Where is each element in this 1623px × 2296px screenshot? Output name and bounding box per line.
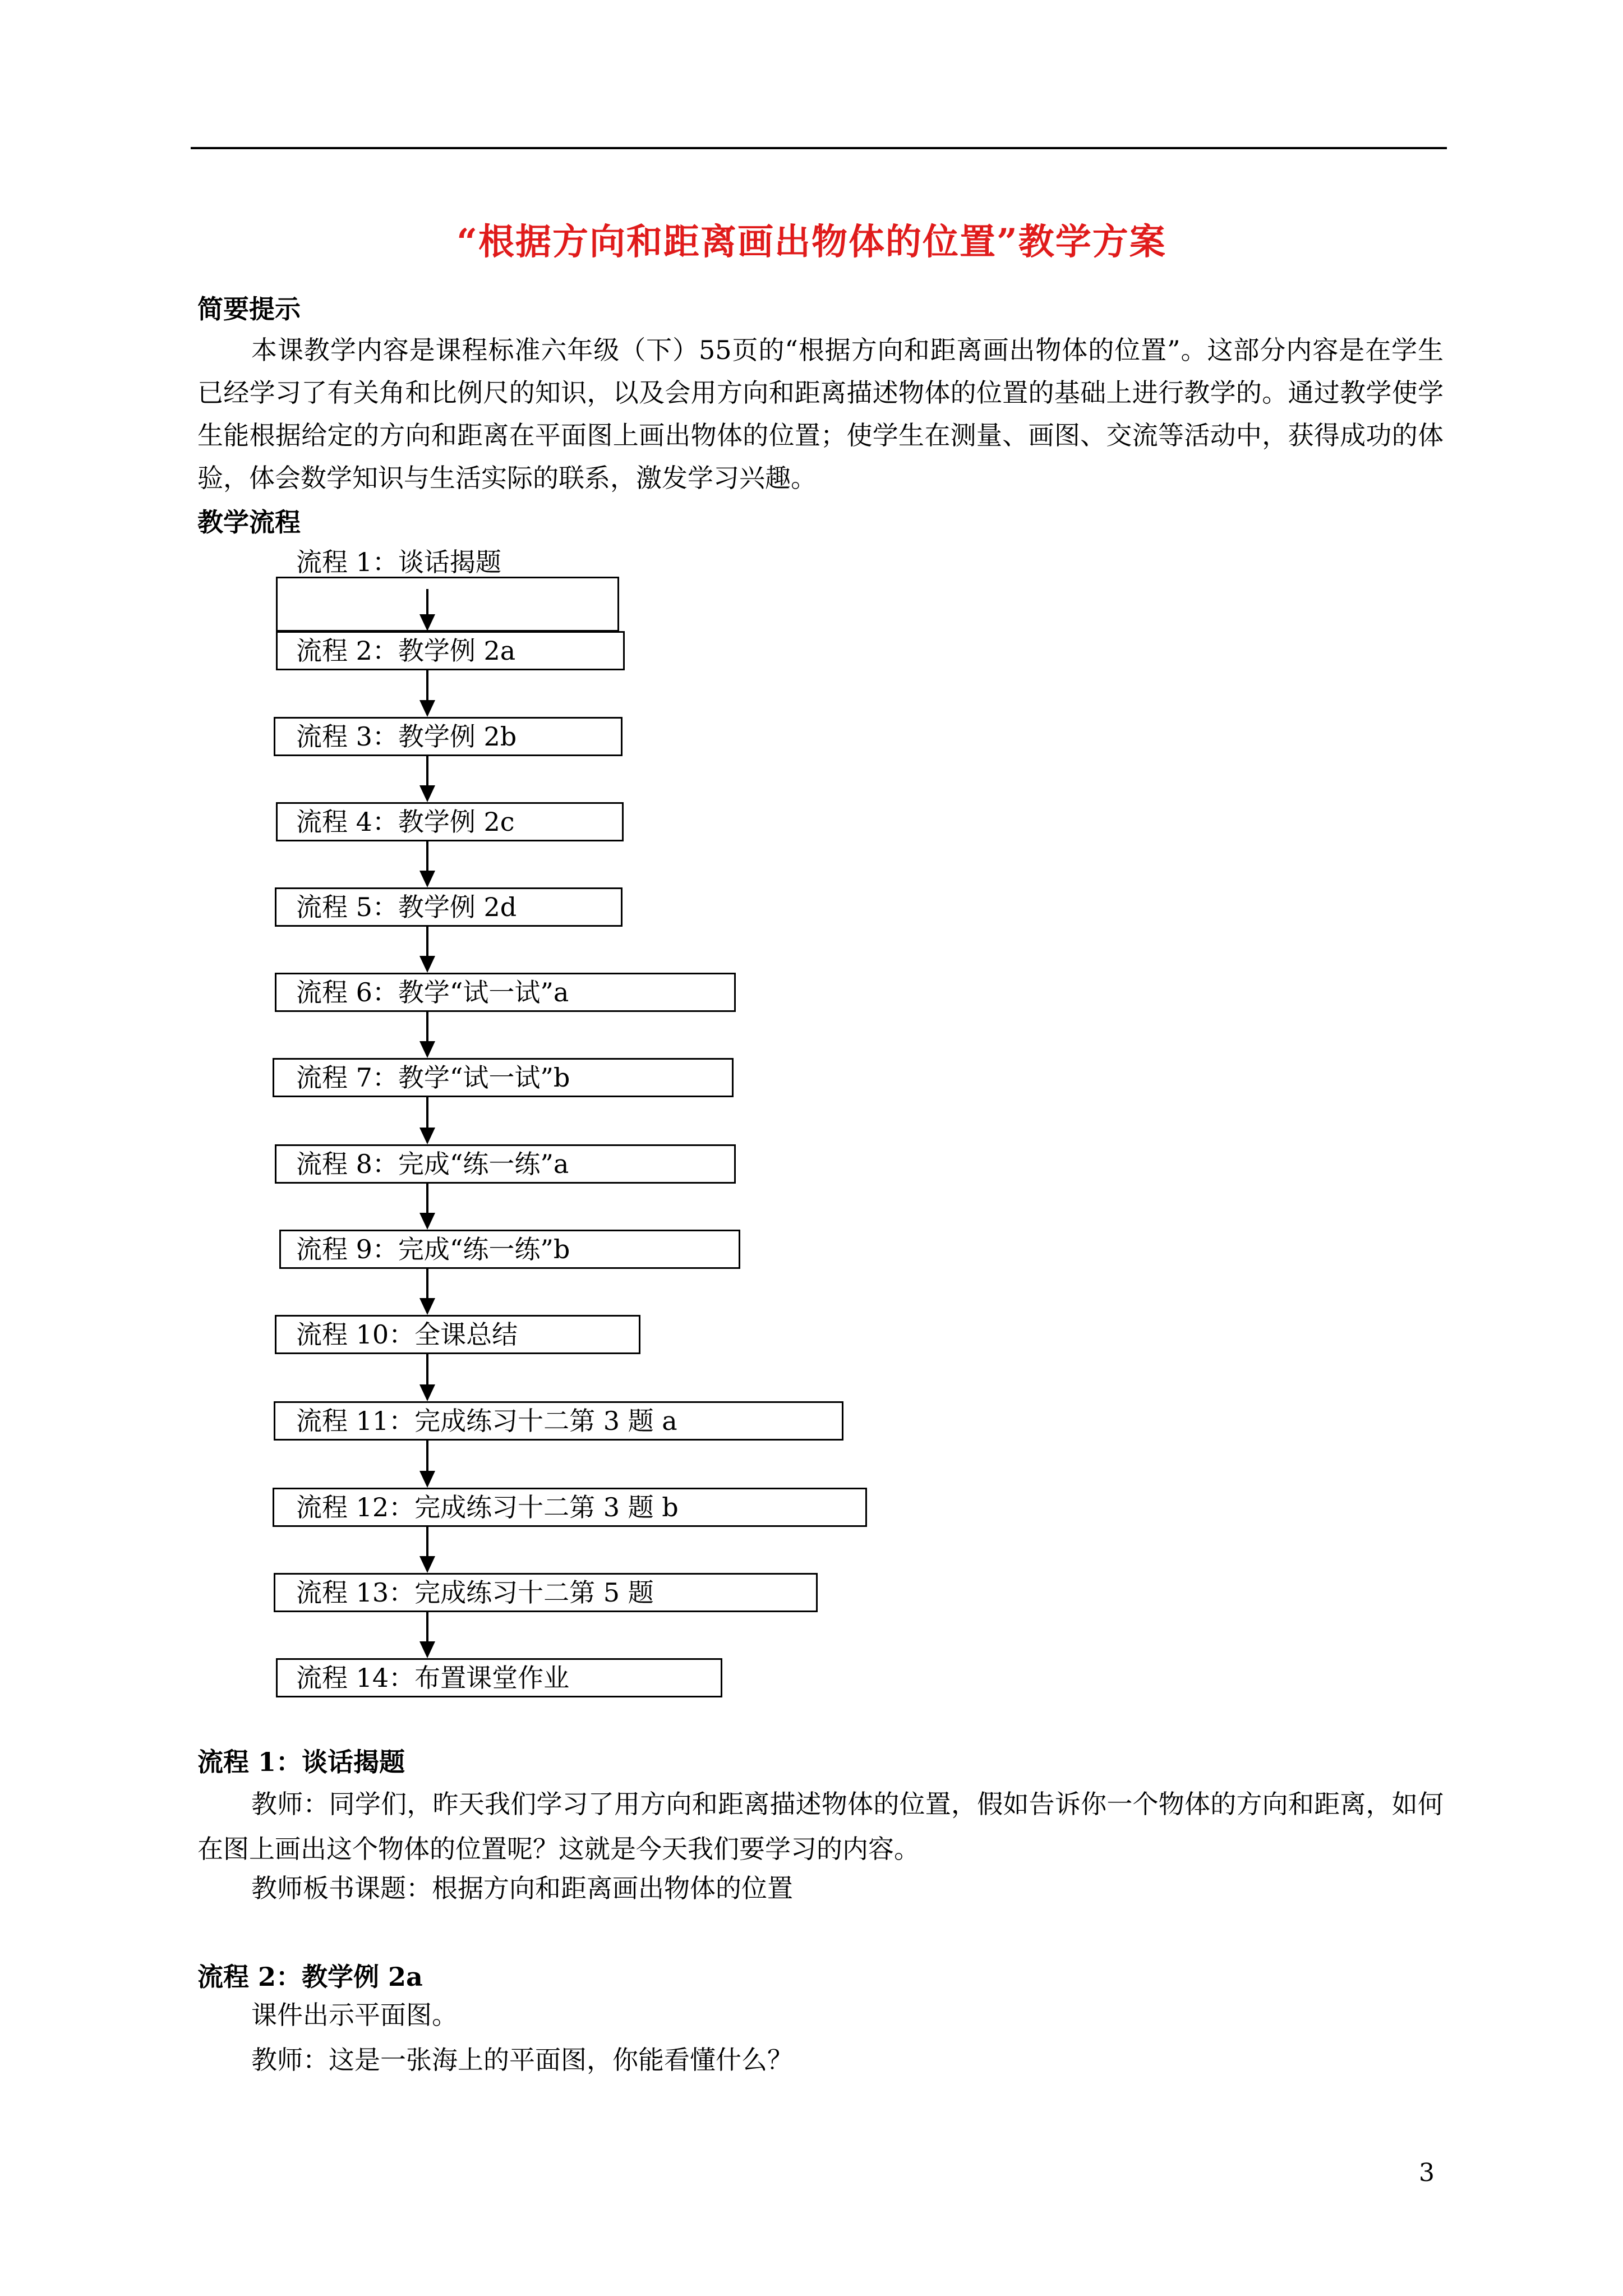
page-number: 3 <box>1419 2159 1435 2187</box>
flow-step-label: 流程 5：教学例 2d <box>296 892 517 922</box>
flow-arrow-head-icon <box>419 1384 435 1401</box>
header-rule <box>191 147 1447 149</box>
flow-step-box <box>276 577 619 632</box>
flow-arrow-head-icon <box>419 1041 435 1058</box>
flow-step-label: 流程 11：完成练习十二第 3 题 a <box>296 1406 677 1436</box>
flow-arrow-line <box>426 756 428 786</box>
flow-step-label: 流程 4：教学例 2c <box>296 807 515 837</box>
section1-heading: 流程 1：谈话揭题 <box>197 1747 405 1777</box>
flow-step-label: 流程 6：教学“试一试”a <box>296 977 569 1007</box>
section2-line-1: 课件出示平面图。 <box>251 2000 458 2030</box>
section1-board-title: 教师板书课题：根据方向和距离画出物体的位置 <box>251 1873 793 1903</box>
flow-heading: 教学流程 <box>197 507 301 537</box>
summary-heading: 简要提示 <box>197 294 301 324</box>
flow-step-label: 流程 9：完成“练一练”b <box>296 1234 570 1264</box>
flow-step-label: 流程 3：教学例 2b <box>296 721 517 752</box>
flow-arrow-line <box>426 589 428 615</box>
flow-arrow-head-icon <box>419 956 435 973</box>
flow-step-label: 流程 10：全课总结 <box>296 1319 518 1350</box>
flow-arrow-line <box>426 927 428 957</box>
flow-arrow-line <box>426 1012 428 1042</box>
section1-paragraph: 教师：同学们，昨天我们学习了用方向和距离描述物体的位置，假如告诉你一个物体的方向和距离，如何在图上画出这个物体的位置呢？这就是今天我们要学习的内容。 <box>197 1789 1444 1864</box>
flow-step-label: 流程 8：完成“练一练”a <box>296 1149 569 1179</box>
flow-arrow-head-icon <box>419 1128 435 1144</box>
flow-arrow-head-icon <box>419 1298 435 1315</box>
flow-step-label: 流程 14：布置课堂作业 <box>296 1663 570 1693</box>
flow-arrow-head-icon <box>419 1213 435 1230</box>
flow-step-label: 流程 7：教学“试一试”b <box>296 1062 570 1093</box>
flow-arrow-head-icon <box>419 1471 435 1488</box>
summary-paragraph: 本课教学内容是课程标准六年级（下）55页的“根据方向和距离画出物体的位置”。这部分内容是在学生已经学习了有关角和比例尺的知识，以及会用方向和距离描述物体的位置的基础上进行教学的。通过教学使学生能根据给定的方向和距离在平面图上画出物体的位置；使学生在测量、画图、交流等活动中，获得成功的体验，体会数学知识与生活实际的联系，激发学习兴趣。 <box>197 335 1444 493</box>
flow-arrow-line <box>426 841 428 872</box>
flow-arrow-line <box>426 1354 428 1386</box>
flow-arrow-head-icon <box>419 785 435 802</box>
document-title: “根据方向和距离画出物体的位置”教学方案 <box>457 221 1166 263</box>
flow-step-label: 流程 13：完成练习十二第 5 题 <box>296 1577 654 1608</box>
flow-arrow-head-icon <box>419 700 435 717</box>
section2-heading: 流程 2：教学例 2a <box>197 1962 423 1992</box>
flow-arrow-head-icon <box>419 1556 435 1573</box>
flow-arrow-line <box>426 1527 428 1557</box>
flow-step-label: 流程 1：谈话揭题 <box>296 547 501 577</box>
flow-arrow-head-icon <box>419 871 435 887</box>
flow-arrow-line <box>426 1441 428 1472</box>
flow-arrow-line <box>426 1269 428 1299</box>
flow-arrow-line <box>426 1097 428 1129</box>
flow-arrow-line <box>426 1184 428 1214</box>
section2-line-2: 教师：这是一张海上的平面图，你能看懂什么？ <box>251 2045 793 2075</box>
flow-arrow-head-icon <box>419 614 435 631</box>
flow-step-label: 流程 2：教学例 2a <box>296 636 516 666</box>
flow-arrow-line <box>426 1612 428 1642</box>
flow-step-label: 流程 12：完成练习十二第 3 题 b <box>296 1492 679 1522</box>
flow-arrow-line <box>426 670 428 701</box>
flow-arrow-head-icon <box>419 1641 435 1658</box>
